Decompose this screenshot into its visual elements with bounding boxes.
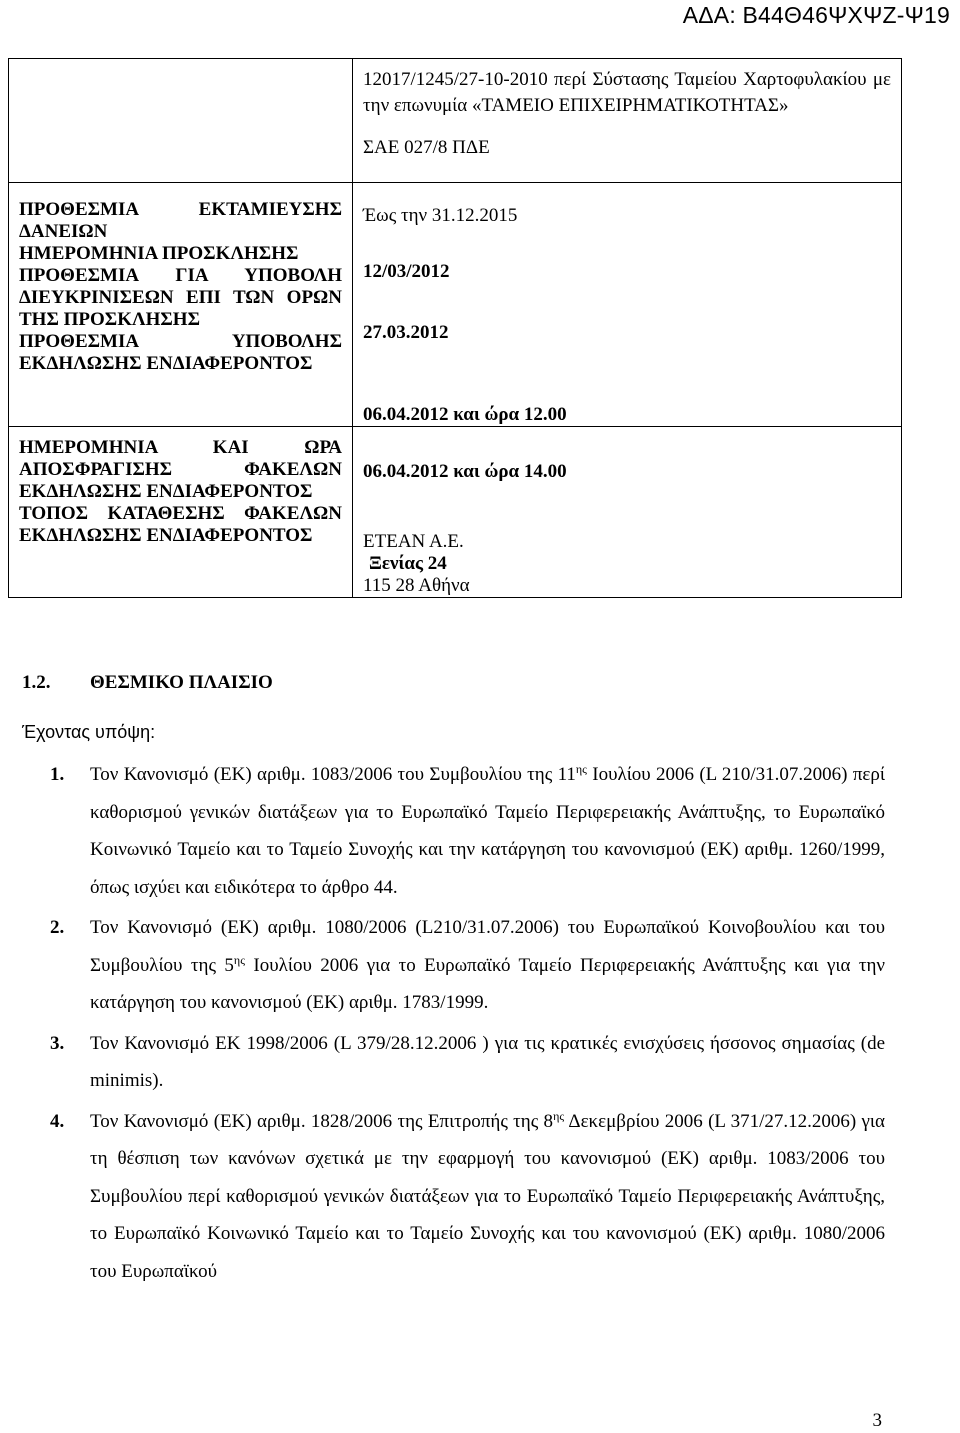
table-row [9, 427, 902, 598]
empty-label-cell [9, 59, 353, 183]
section-title: ΘΕΣΜΙΚΟ ΠΛΑΙΣΙΟ [90, 672, 273, 693]
item-number: 1. [50, 764, 65, 785]
item-number: 3. [50, 1032, 65, 1054]
row-value: 06.04.2012 και ώρα 12.00 [363, 404, 567, 425]
table-cell-values [353, 427, 902, 598]
table-row [9, 183, 902, 427]
list-item [50, 1025, 885, 1100]
row-label: ΤΟΠΟΣ ΚΑΤΑΘΕΣΗΣ ΦΑΚΕΛΩΝ ΕΚΔΗΛΩΣΗΣ ΕΝΔΙΑΦΕΡΟΝΤΟΣ [19, 503, 342, 546]
regulation-list [50, 756, 885, 1290]
list-item [50, 756, 885, 906]
item-superscript: ης [575, 762, 587, 776]
item-text: Τον Κανονισμό (ΕΚ) αριθμ. 1828/2006 της Επιτροπής της 8 [90, 1110, 554, 1132]
row-label: ΗΜΕΡΟΜΗΝΙΑ ΚΑΙ ΩΡΑ ΑΠΟΣΦΡΑΓΙΣΗΣ ΦΑΚΕΛΩΝ ΕΚΔΗΛΩΣΗΣ ΕΝΔΙΑΦΕΡΟΝΤΟΣ [19, 437, 342, 502]
ada-code-header: ΑΔΑ: Β44Θ46ΨΧΨΖ-Ψ19 [682, 2, 950, 28]
table-cell-labels [9, 427, 353, 598]
row-value: 06.04.2012 και ώρα 14.00 [363, 461, 567, 482]
list-item [50, 1103, 885, 1291]
list-item [50, 909, 885, 1022]
item-number: 2. [50, 917, 65, 938]
page-number: 3 [872, 1410, 882, 1431]
row-label: ΠΡΟΘΕΣΜΙΑ ΕΚΤΑΜΙΕΥΣΗΣ ΔΑΝΕΙΩΝ [19, 199, 342, 242]
item-text: Τον Κανονισμό (ΕΚ) αριθμ. 1080/2006 (L210/31.07.2006) του Ευρωπαϊκού Κοινοβουλίου και του Συμβουλίου της 5 [90, 917, 885, 976]
section-number: 1.2. [22, 672, 51, 693]
info-table [8, 58, 902, 598]
intro-text: Έχοντας υπόψη: [22, 722, 156, 742]
item-text: Δεκεμβρίου 2006 (L 371/27.12.2006) για τη θέσπιση των κανόνων σχετικά με την εφαρμογή του κανονισμού (ΕΚ) αριθμ. 1083/2006 του Συμβουλίου περί καθορισμού γενικών διατάξεων για το Ευρωπαϊκό Ταμείο Περιφερειακής Ανάπτυξης, το Ευρωπαϊκό Κοινωνικό Ταμείο και το Ταμείο Συνοχής και του κανονισμού (ΕΚ) αριθμ. 1080/2006 του Ευρωπαϊκού [90, 1110, 885, 1282]
table-cell-value [353, 59, 902, 183]
row-label: ΗΜΕΡΟΜΗΝΙΑ ΠΡΟΣΚΛΗΣΗΣ [19, 243, 299, 264]
row-label: ΠΡΟΘΕΣΜΙΑ ΥΠΟΒΟΛΗΣ ΕΚΔΗΛΩΣΗΣ ΕΝΔΙΑΦΕΡΟΝΤΟΣ [19, 331, 342, 374]
address-line: 115 28 Αθήνα [363, 575, 470, 596]
row-label: ΠΡΟΘΕΣΜΙΑ ΓΙΑ ΥΠΟΒΟΛΗ ΔΙΕΥΚΡΙΝΙΣΕΩΝ ΕΠΙ ΤΩΝ ΟΡΩΝ ΤΗΣ ΠΡΟΣΚΛΗΣΗΣ [19, 265, 342, 330]
item-superscript: ης [553, 1108, 565, 1123]
table-cell-labels [9, 183, 353, 427]
item-text: Ιουλίου 2006 (L 210/31.07.2006) περί καθορισμού γενικών διατάξεων για το Ευρωπαϊκό Ταμείο Περιφερειακής Ανάπτυξης, το Ευρωπαϊκό Κοινωνικό Ταμείο και το Ταμείο Συνοχής και την κατάργηση του κανονισμού (ΕΚ) αριθμ. 1260/1999, όπως ισχύει και ειδικότερα το άρθρο 44. [90, 764, 885, 898]
decision-text: 12017/1245/27-10-2010 περί Σύστασης Ταμείου Χαρτοφυλακίου με την επωνυμία «ΤΑΜΕΙΟ ΕΠΙΧΕΙΡΗΜΑΤΙΚΟΤΗΤΑΣ» [363, 69, 891, 116]
item-text: Τον Κανονισμό ΕΚ 1998/2006 (L 379/28.12.2006 ) για τις κρατικές ενισχύσεις ήσσονος σημασίας (de minimis). [90, 1032, 885, 1091]
item-text: Τον Κανονισμό (ΕΚ) αριθμ. 1083/2006 του Συμβουλίου της 11 [90, 764, 576, 785]
item-text: Ιουλίου 2006 για το Ευρωπαϊκό Ταμείο Περιφερειακής Ανάπτυξης και για την κατάργηση του κανονισμού (ΕΚ) αριθμ. 1783/1999. [90, 954, 885, 1013]
row-value: 27.03.2012 [363, 322, 449, 343]
table-row [9, 59, 902, 183]
row-value: Έως την 31.12.2015 [363, 205, 518, 226]
table-cell-values [353, 183, 902, 427]
item-number: 4. [50, 1110, 65, 1132]
address-line: ΕΤΕΑΝ Α.Ε. [363, 531, 464, 552]
sae-code: ΣΑΕ 027/8 ΠΔΕ [363, 137, 490, 158]
item-superscript: ης [233, 952, 245, 967]
address-line: Ξενίας 24 [369, 553, 447, 574]
row-value: 12/03/2012 [363, 261, 450, 282]
